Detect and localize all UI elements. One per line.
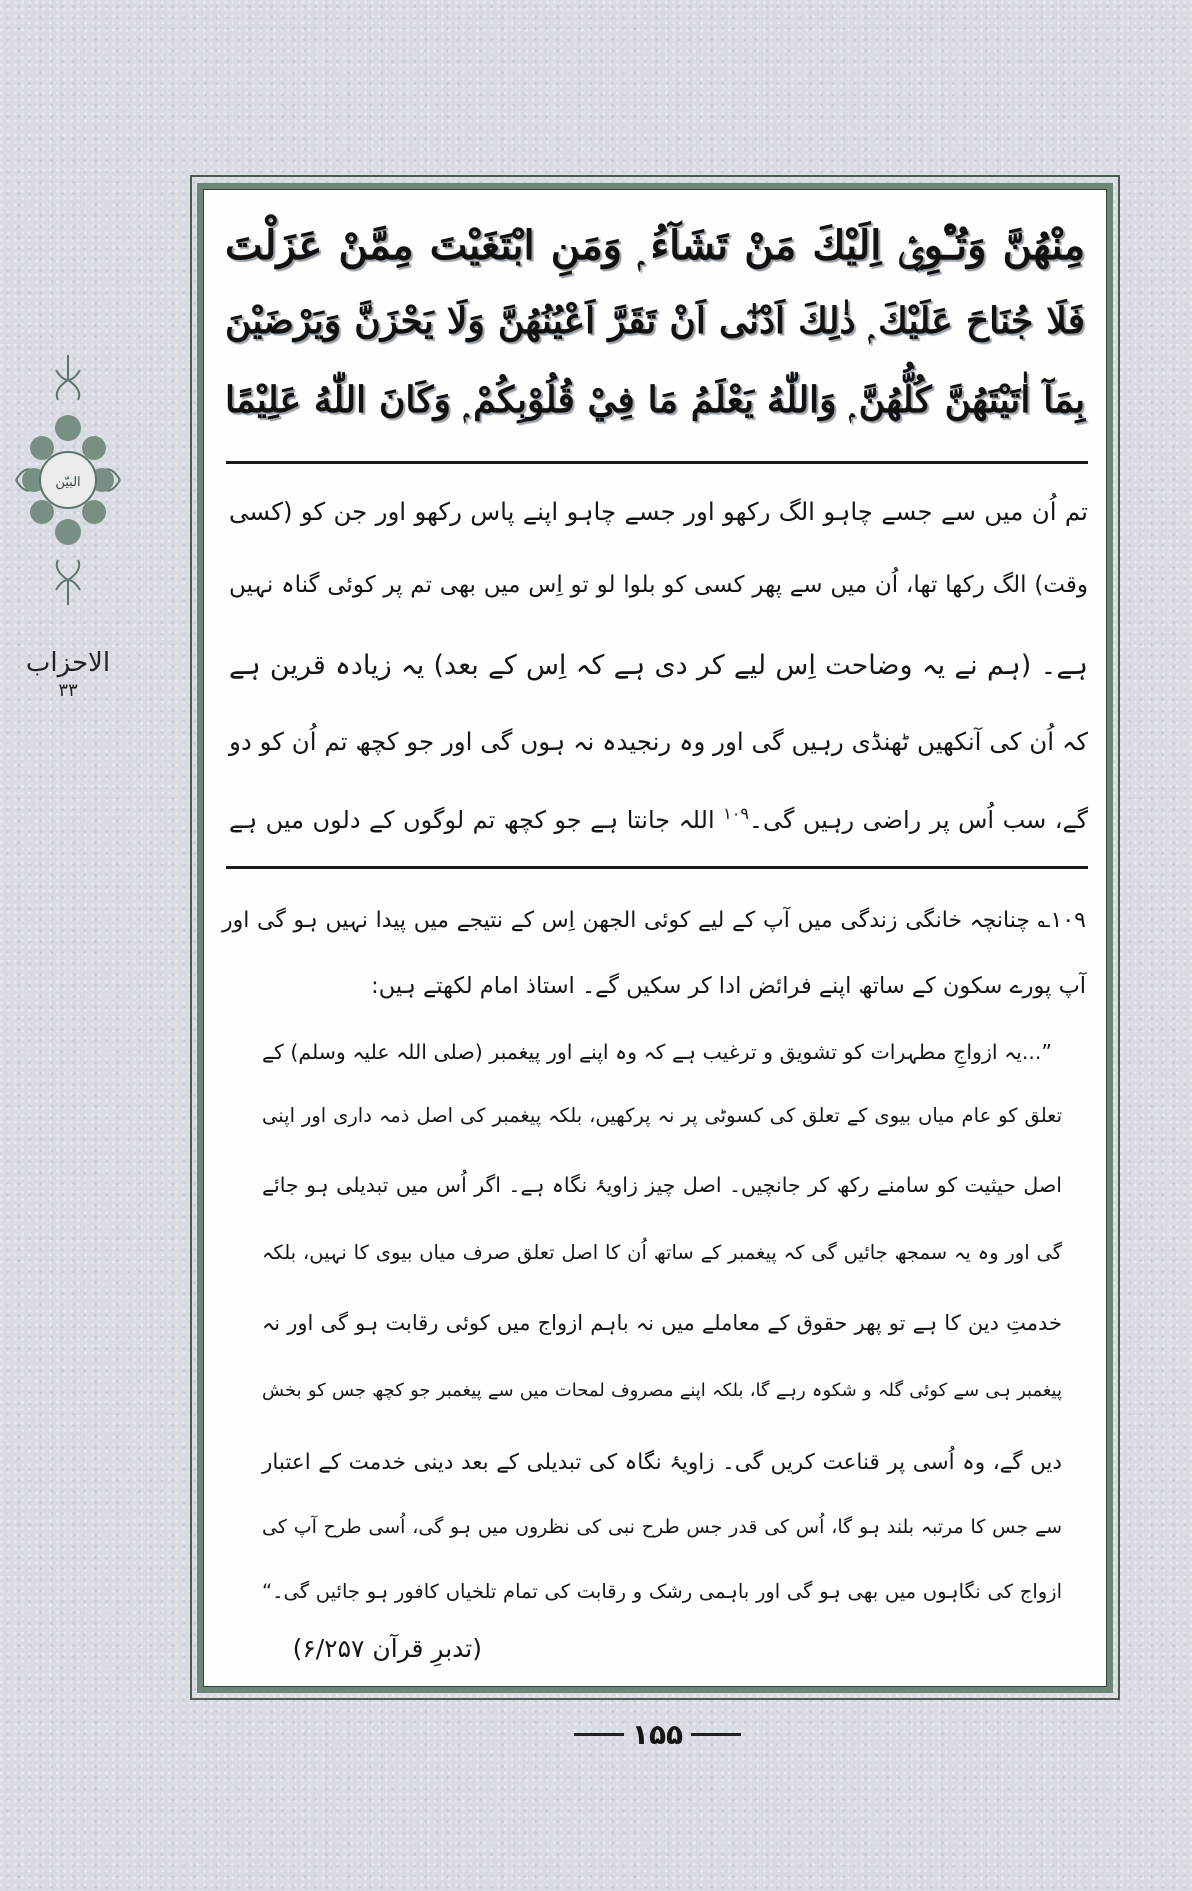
quote-line: سے جس کا مرتبہ بلند ہو گا، اُس کی قدر جس طرح نبی کی نظروں میں ہو گی، اُسی طرح آپ کی xyxy=(262,1516,1062,1538)
translation-line: ہے۔ (ہم نے یہ وضاحت اِس لیے کر دی ہے کہ اِس کے بعد) یہ زیادہ قرین ہے xyxy=(229,650,1088,681)
translation-line: کہ اُن کی آنکھیں ٹھنڈی رہیں گی اور وہ رنجیدہ نہ ہوں گی اور جو کچھ تم اُن کو دو xyxy=(229,727,1088,756)
ornament-text: البیّن xyxy=(55,475,81,490)
quote-line: ”...یہ ازواجِ مطہرات کو تشویق و ترغیب ہے کہ وہ اپنے اور پیغمبر (صلی اللہ علیہ وسلم) کے xyxy=(262,1040,1052,1064)
translation-text: گے، سب اُس پر راضی رہیں گی۔ xyxy=(748,806,1088,834)
citation: (تدبرِ قرآن ۶/۲۵۷) xyxy=(292,1634,482,1663)
ayah-line: فَلَا جُنَاحَ عَلَيْكَ ۭ ذٰلِكَ اَدْنٰٓى اَنْ تَقَرَّ اَعْيُنُهُنَّ وَلَا يَحْزَنَّ وَيَرْضَيْنَ xyxy=(225,300,1085,342)
quote-line: تعلق کو عام میاں بیوی کے تعلق کی کسوٹی پر نہ پرکھیں، بلکہ پیغمبر کی اصل ذمہ داری اور اپنی xyxy=(262,1104,1062,1127)
translation-line: تم اُن میں سے جسے چاہو الگ رکھو اور جسے چاہو اپنے پاس رکھو اور جن کو (کسی xyxy=(229,497,1088,526)
page-number xyxy=(570,1718,745,1751)
quote-line: خدمتِ دین کا ہے تو پھر حقوق کے معاملے میں نہ باہم ازواج میں کوئی رقابت ہو گی اور نہ xyxy=(262,1311,1062,1335)
divider xyxy=(226,461,1088,464)
dash-decoration xyxy=(691,1733,741,1736)
translation-text: اللہ جانتا ہے جو کچھ تم لوگوں کے دلوں میں ہے xyxy=(229,806,715,834)
quote-line: اصل حیثیت کو سامنے رکھ کر جانچیں۔ اصل چیز زاویۂ نگاہ ہے۔ اگر اُس میں تبدیلی ہو جائے xyxy=(262,1173,1062,1197)
footnote-line: ۱۰۹؎ چنانچہ خانگی زندگی میں آپ کے لیے کوئی الجھن اِس کے نتیجے میں پیدا نہیں ہو گی اور xyxy=(222,908,1086,933)
surah-name: الاحزاب xyxy=(25,648,111,678)
surah-number: ۳۳ xyxy=(58,680,78,701)
ayah-line: بِمَآ اٰتَيْتَهُنَّ كُلُّهُنَّ ۭ وَاللّٰهُ يَعْلَمُ مَا فِيْ قُلُوْبِكُمْ ۭ وَكَانَ اللّٰهُ عَلِيْمًا xyxy=(225,379,1085,421)
divider xyxy=(226,866,1088,869)
footnote-marker[interactable]: ۱۰۹ xyxy=(723,804,749,823)
translation-line xyxy=(229,806,1088,832)
dash-decoration xyxy=(574,1733,624,1736)
quote-line: دیں گے، وہ اُسی پر قناعت کریں گی۔ زاویۂ نگاہ کی تبدیلی کے بعد دینی خدمت کے اعتبار xyxy=(262,1450,1062,1475)
translation-line: وقت) الگ رکھا تھا، اُن میں سے پھر کسی کو بلوا لو تو اِس میں بھی تم پر کوئی گناہ نہیں xyxy=(229,572,1088,598)
quote-line: پیغمبر ہی سے کوئی گلہ و شکوہ رہے گا، بلکہ اپنے مصروف لمحات میں سے پیغمبر جو کچھ جس کو بخش xyxy=(262,1380,1062,1401)
surah-medallion-ornament xyxy=(8,350,128,610)
page-number-text: ۱۵۵ xyxy=(631,1718,684,1751)
footnote-line: آپ پورے سکون کے ساتھ اپنے فرائض ادا کر سکیں گے۔ استاذ امام لکھتے ہیں: xyxy=(371,973,1086,999)
quote-line: گی اور وہ یہ سمجھ جائیں گی کہ پیغمبر کے ساتھ اُن کا اصل تعلق صرف میاں بیوی کا نہیں، بلکہ xyxy=(262,1241,1062,1264)
quote-line: ازواج کی نگاہوں میں بھی ہو گی اور باہمی رشک و رقابت کی تمام تلخیاں کافور ہو جائیں گی۔“ xyxy=(262,1580,1062,1603)
ayah-line: مِنْهُنَّ وَتُـْٔوِيْۤ اِلَيْكَ مَنْ تَشَآءُ ۭ وَمَنِ ابْتَغَيْتَ مِمَّنْ عَزَلْتَ xyxy=(225,222,1085,269)
